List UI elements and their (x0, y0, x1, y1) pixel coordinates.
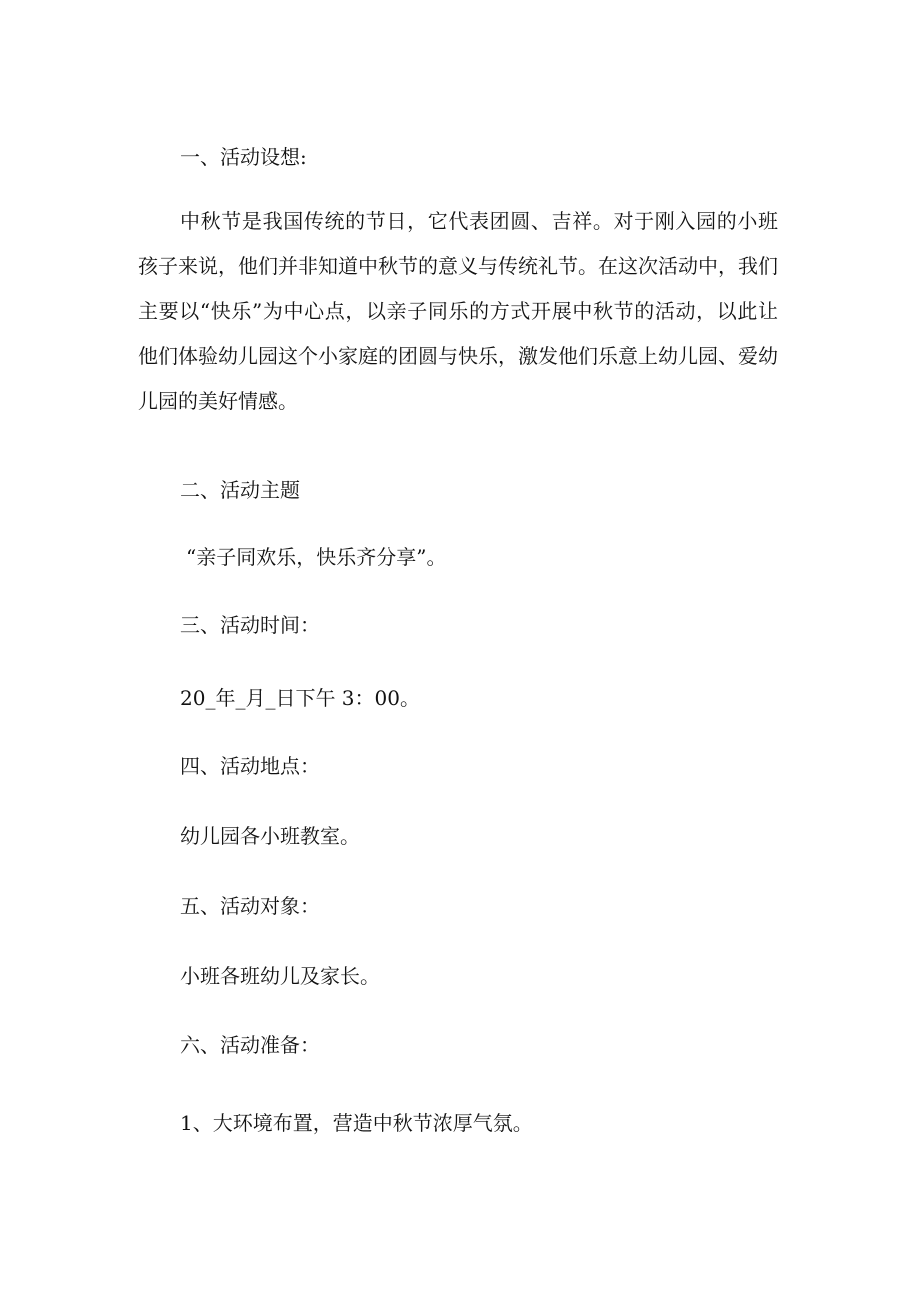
theme-text: “亲子同欢乐，快乐齐分享”。 (186, 545, 447, 569)
section-heading-participants: 五、活动对象： (180, 894, 320, 918)
section-heading-theme: 二、活动主题 (180, 478, 300, 502)
participants-text: 小班各班幼儿及家长。 (180, 964, 380, 988)
section-heading-preparation: 六、活动准备： (180, 1033, 320, 1057)
preparation-item-1: 1、大环境布置，营造中秋节浓厚气氛。 (180, 1111, 533, 1135)
time-text: 20_年_月_日下午 3：00。 (180, 686, 420, 710)
section-heading-idea: 一、活动设想: (180, 145, 307, 169)
section-heading-time: 三、活动时间： (180, 613, 320, 637)
section-heading-location: 四、活动地点： (180, 754, 320, 778)
location-text: 幼儿园各小班教室。 (180, 824, 360, 848)
idea-paragraph: 中秋节是我国传统的节日，它代表团圆、吉祥。对于刚入园的小班孩子来说，他们并非知道中秋节的意义与传统礼节。在这次活动中，我们主要以“快乐”为中心点，以亲子同乐的方式开展中秋节的活动，以此让他们体验幼儿园这个小家庭的团圆与快乐，激发他们乐意上幼儿园、爱幼儿园的美好情感。 (138, 209, 778, 413)
